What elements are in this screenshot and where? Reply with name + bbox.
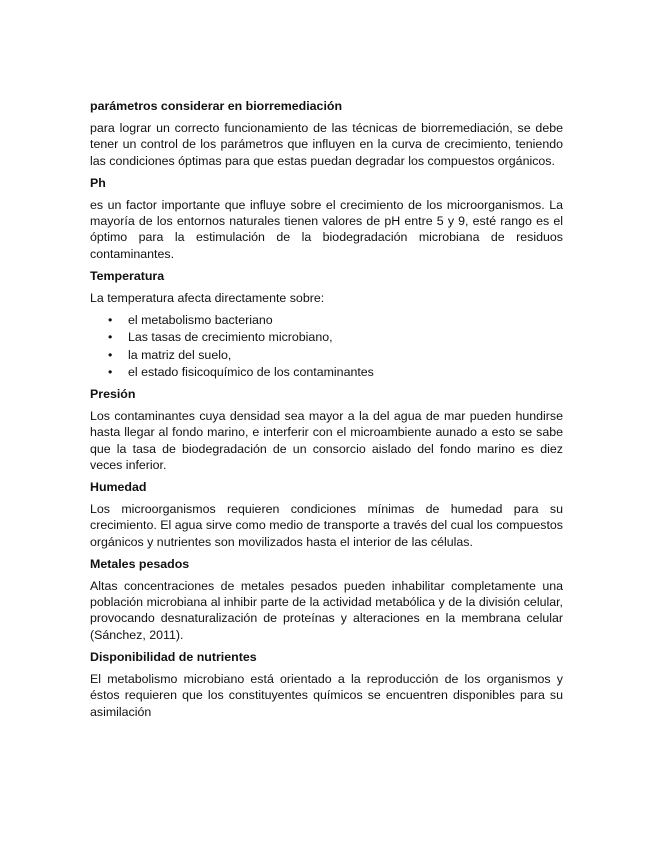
- list-item: [90, 329, 563, 345]
- list-item-text: Las tasas de crecimiento microbiano,: [128, 330, 333, 345]
- section-heading: Humedad: [90, 480, 147, 495]
- section-heading: Metales pesados: [90, 556, 190, 571]
- bullet-list: [90, 312, 563, 380]
- section-parametros: [90, 98, 563, 169]
- section-humedad: [90, 479, 563, 550]
- section-presion: [90, 386, 563, 473]
- section-paragraph: Los microorganismos requieren condiciones mínimas de humedad para su crecimiento. El agua sirve como medio de transporte a través del cual los compuestos orgánicos y nutrientes son movilizados hasta el interior de las células.: [90, 502, 563, 549]
- section-ph: [90, 175, 563, 262]
- section-paragraph: Los contaminantes cuya densidad sea mayor a la del agua de mar pueden hundirse hasta llegar al fondo marino, e interferir con el microambiente aunado a esto se sabe que la tasa de biodegradación de un consorcio aislado del fondo marino es diez veces inferior.: [90, 409, 563, 472]
- section-heading: Ph: [90, 175, 106, 190]
- list-item: [90, 312, 563, 328]
- list-item-text: el estado fisicoquímico de los contaminantes: [128, 364, 374, 379]
- section-heading: parámetros considerar en biorremediación: [90, 99, 343, 113]
- section-heading: Presión: [90, 387, 136, 402]
- section-paragraph: Altas concentraciones de metales pesados pueden inhabilitar completamente una población microbiana al inhibir parte de la actividad metabólica y de la división celular, provocando desnaturalización de proteínas y alteraciones en la membrana celular (Sánchez, 2011).: [90, 579, 563, 642]
- list-item: [90, 347, 563, 363]
- section-heading: Disponibilidad de nutrientes: [90, 649, 257, 664]
- section-temperatura: [90, 268, 563, 380]
- section-paragraph: para lograr un correcto funcionamiento de las técnicas de biorremediación, se debe tener un control de los parámetros que influyen en la curva de crecimiento, teniendo las condiciones óptimas para que estas puedan degradar los compuestos orgánicos.: [90, 121, 563, 168]
- bullet-icon: •: [108, 364, 113, 379]
- bullet-icon: •: [108, 330, 113, 345]
- section-paragraph: El metabolismo microbiano está orientado a la reproducción de los organismos y éstos requieren que los constituyentes químicos se encuentren disponibles para su asimilación: [90, 672, 563, 719]
- section-paragraph: es un factor importante que influye sobre el crecimiento de los microorganismos. La mayoría de los entornos naturales tienen valores de pH entre 5 y 9, esté rango es el óptimo para la estimulación de la biodegradación microbiana de residuos contaminantes.: [90, 198, 563, 261]
- section-disponibilidad-nutrientes: [90, 649, 563, 720]
- section-metales-pesados: [90, 556, 563, 643]
- section-heading: Temperatura: [90, 268, 165, 283]
- list-item: [90, 364, 563, 380]
- bullet-icon: •: [108, 313, 113, 328]
- section-intro: La temperatura afecta directamente sobre:: [90, 291, 325, 306]
- bullet-icon: •: [108, 347, 113, 362]
- list-item-text: la matriz del suelo,: [128, 347, 232, 362]
- document-page: [90, 98, 563, 726]
- list-item-text: el metabolismo bacteriano: [128, 313, 273, 328]
